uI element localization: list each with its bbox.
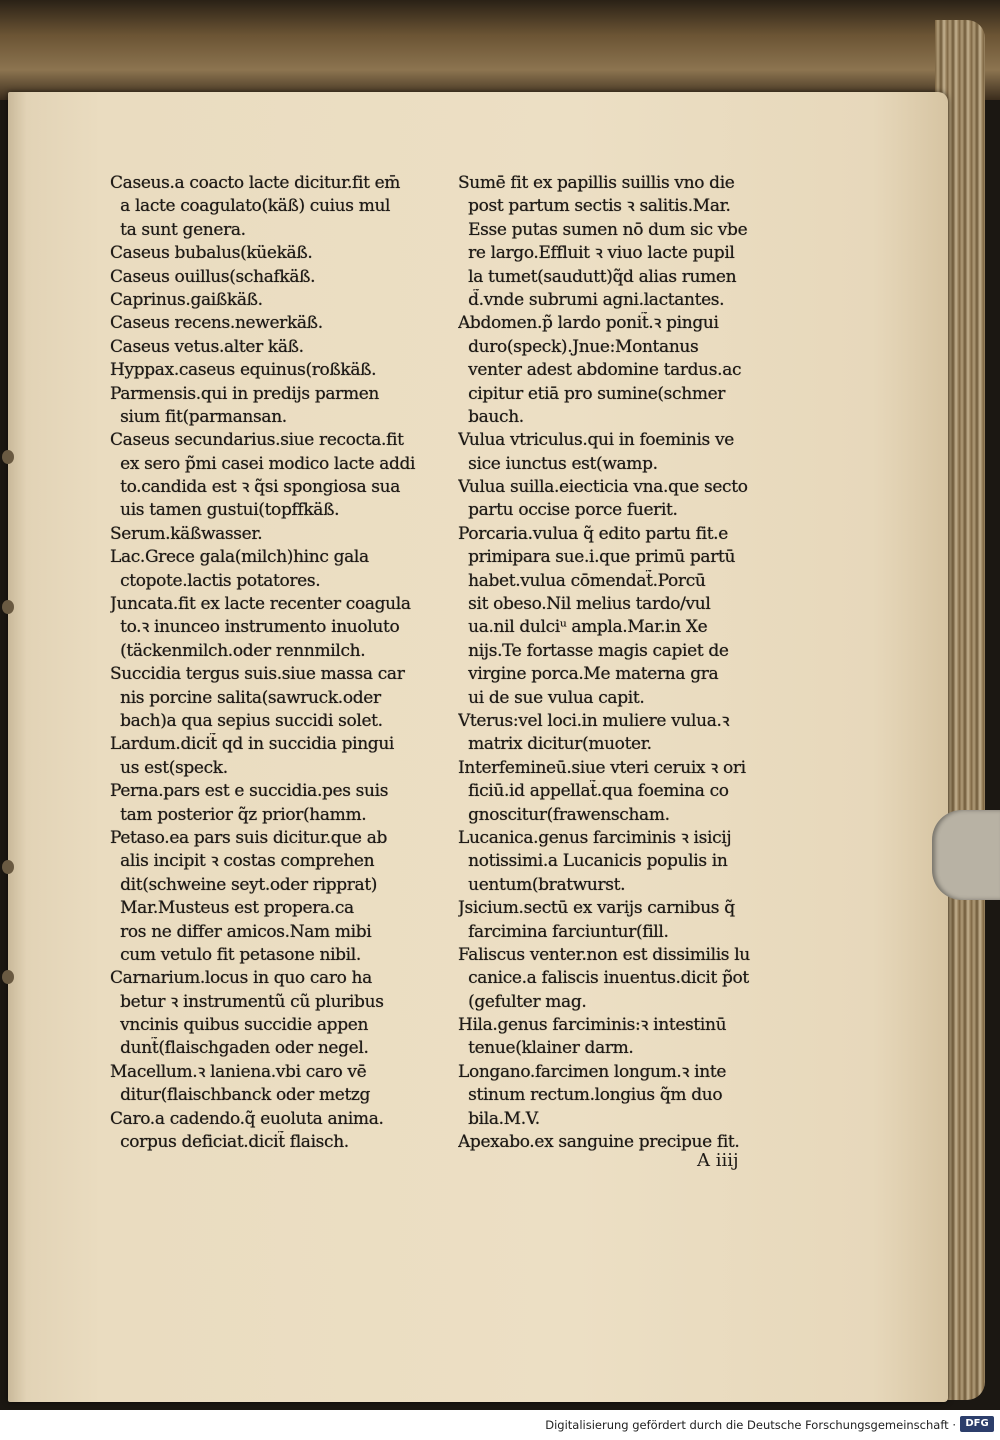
binding-hole [2,600,14,614]
binding-hole [2,970,14,984]
text-line: re largo.Effluit ꝛ viuo lacte pupil [458,243,735,264]
text-line: habet.vulua cōmendat̃.Porcū [458,570,706,591]
text-line: sit obeso.Nil melius tardo/vul [458,594,711,615]
text-line: Parmensis.qui in predijs parmen [110,383,380,404]
text-line: Apexabo.ex sanguine precipue fit. [458,1132,740,1153]
funding-credit: Digitalisierung gefördert durch die Deutsche Forschungsgemeinschaft · [545,1418,956,1432]
text-line: ficiū.id appellat̃.qua foemina co [458,781,729,802]
text-line: d̃.vnde subrumi agni.lactantes. [458,289,725,310]
text-line: Succidia tergus suis.siue massa car [110,664,405,685]
right-text-column [458,172,803,1154]
text-line: Perna.pars est e succidia.pes suis [110,781,389,802]
text-line: (gefulter mag. [458,991,587,1012]
text-line: Caseus vetus.alter käß. [110,336,304,357]
text-line: ex sero p̃mi casei modico lacte addi [110,453,416,474]
text-line: Petaso.ea pars suis dicitur.que ab [110,827,388,848]
binding-hole [2,860,14,874]
text-line: Interfemineū.siue vteri ceruix ꝛ ori [458,757,746,778]
text-line: matrix dicitur(muoter. [458,734,652,755]
text-line: to.candida est ꝛ q̃si spongiosa sua [110,477,401,498]
text-line: Caseus ouillus(schafkäß. [110,266,316,287]
text-line: nijs.Te fortasse magis capiet de [458,640,729,661]
text-line: Macellum.ꝛ laniena.vbi caro vē [110,1061,367,1082]
text-line: tam posterior q̃z prior(hamm. [110,804,367,825]
text-line: ros ne differ amicos.Nam mibi [110,921,372,942]
page-tab-marker [932,810,1000,900]
text-line: Mar.Musteus est propera.ca [110,898,354,919]
text-line: Abdomen.p̃ lardo ponit̃.ꝛ pingui [458,313,719,334]
binding-holes [0,100,14,1400]
text-line: cum vetulo fit petasone nibil. [110,944,361,965]
text-line: cipitur etiā pro sumine(schmer [458,383,726,404]
text-line: bach)a qua sepius succidi solet. [110,710,383,731]
text-line: Caro.a cadendo.q̃ euoluta anima. [110,1108,384,1129]
text-line: Sumē fit ex papillis suillis vno die [458,173,735,193]
text-line: ctopote.lactis potatores. [110,570,321,591]
text-line: dit(schweine seyt.oder ripprat) [110,874,378,895]
text-line: tenue(klainer darm. [458,1038,634,1059]
text-line: bauch. [458,406,524,427]
text-line: Caseus bubalus(küekäß. [110,243,313,264]
text-line: sice iunctus est(wamp. [458,453,658,474]
text-line: canice.a faliscis inuentus.dicit p̃ot [458,968,749,989]
text-line: uentum(bratwurst. [458,874,626,895]
text-line: sium fit(parmansan. [110,406,287,427]
text-line: Longano.farcimen longum.ꝛ inte [458,1061,727,1082]
text-line: venter adest abdomine tardus.ac [458,360,742,381]
text-line: Vulua vtriculus.qui in foeminis ve [458,430,734,451]
text-line: Caseus secundarius.siue recocta.fit [110,430,404,451]
text-line: Faliscus venter.non est dissimilis lu [458,944,750,965]
text-line: Juncata.fit ex lacte recenter coagula [110,594,411,615]
text-line: Caprinus.gaißkäß. [110,289,263,310]
text-line: Caseus recens.newerkäß. [110,313,323,334]
dfg-logo: DFG [960,1416,994,1432]
text-line: dunt̃(flaischgaden oder negel. [110,1038,369,1059]
text-line: vncinis quibus succidie appen [110,1015,369,1036]
text-line: virgine porca.Me materna gra [458,664,719,685]
text-line: la tumet(saudutt)q̃d alias rumen [458,266,737,287]
text-line: Serum.käßwasser. [110,523,263,544]
book-top-edge [0,0,1000,100]
text-line: ditur(flaischbanck oder metzg [110,1085,371,1106]
text-line: Porcaria.vulua q̃ edito partu fit.e [458,523,728,544]
text-line: Esse putas sumen nō dum sic vbe [458,219,748,240]
text-line: ta sunt genera. [110,219,246,240]
text-line: Caseus.a coacto lacte dicitur.fit em̄ [110,173,401,193]
text-line: (täckenmilch.oder rennmilch. [110,640,366,661]
text-line: primipara sue.i.que primū partū [458,547,736,568]
signature-mark: A iiij [697,1150,739,1171]
text-line: bila.M.V. [458,1108,540,1129]
text-line: betur ꝛ instrumentũ cũ pluribus [110,991,384,1012]
text-line: uis tamen gustui(topffkäß. [110,500,340,521]
text-line: stinum rectum.longius q̃m duo [458,1085,723,1106]
text-line: duro(speck).Jnue:Montanus [458,336,699,357]
text-line: ua.nil dulciᵘ ampla.Mar.in Xe [458,617,708,638]
text-line: Lardum.dicit̃ qd in succidia pingui [110,734,395,755]
text-line: Hila.genus farciminis:ꝛ intestinū [458,1015,727,1036]
text-line: Carnarium.locus in quo caro ha [110,968,372,989]
text-line: Vterus:vel loci.in muliere vulua.ꝛ [458,710,730,731]
text-line: alis incipit ꝛ costas comprehen [110,851,375,872]
text-line: nis porcine salita(sawruck.oder [110,687,381,708]
binding-hole [2,450,14,464]
text-line: partu occise porce fuerit. [458,500,678,521]
text-line: Hyppax.caseus equinus(roßkäß. [110,360,377,381]
text-line: farcimina farciuntur(fill. [458,921,669,942]
text-line: to.ꝛ inunceo instrumento inuoluto [110,617,400,638]
text-line: Lucanica.genus farciminis ꝛ isicij [458,827,732,848]
left-text-column [110,172,440,1154]
text-line: us est(speck. [110,757,228,778]
text-line: post partum sectis ꝛ salitis.Mar. [458,196,731,217]
text-line: gnoscitur(frawenscham. [458,804,670,825]
text-line: Vulua suilla.eiecticia vna.que secto [458,477,748,498]
text-line: Jsicium.sectū ex varijs carnibus q̃ [458,898,735,919]
text-line: a lacte coagulato(käß) cuius mul [110,196,391,217]
text-line: Lac.Grece gala(milch)hinc gala [110,547,369,568]
text-line: ui de sue vulua capit. [458,687,645,708]
text-line: corpus deficiat.dicit̃ flaisch. [110,1132,349,1153]
text-line: notissimi.a Lucanicis populis in [458,851,728,872]
